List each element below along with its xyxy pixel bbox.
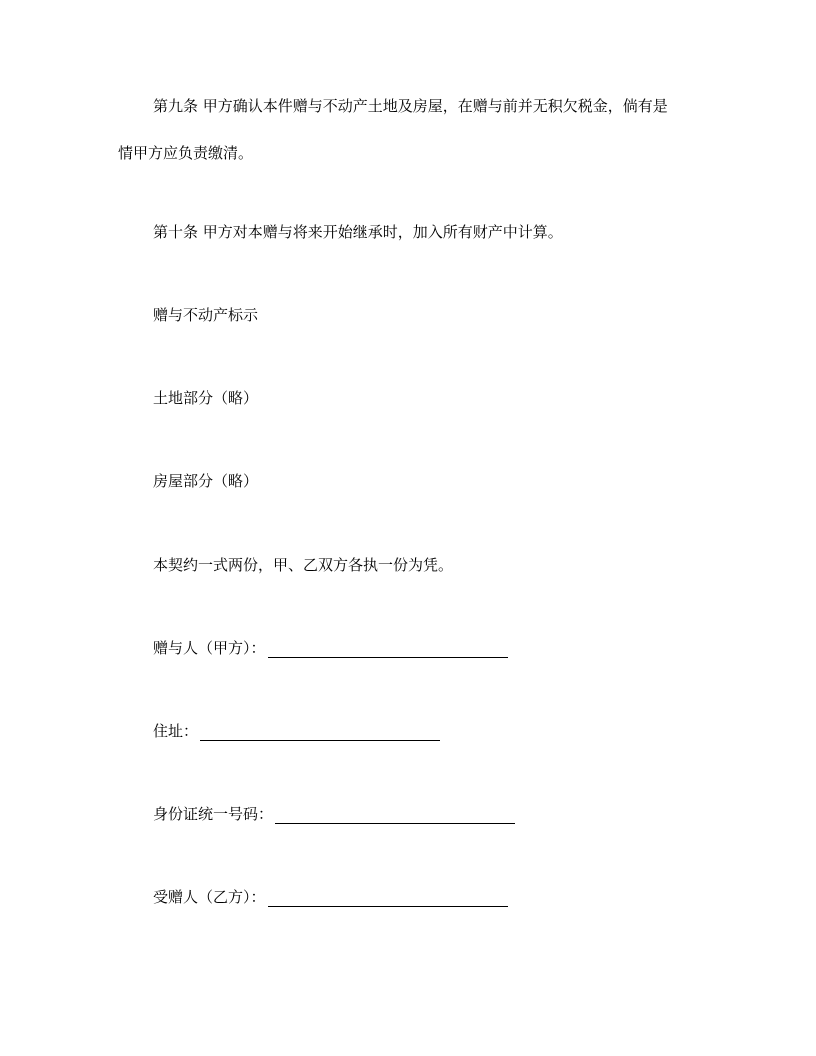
address-label: 住址： xyxy=(153,722,199,740)
property-heading: 赠与不动产标示 xyxy=(153,306,259,324)
donor-label: 赠与人（甲方）： xyxy=(153,639,266,657)
house-section: 房屋部分（略） xyxy=(153,472,259,490)
address-blank[interactable] xyxy=(200,726,440,741)
donee-signature-row xyxy=(153,887,508,907)
article-9-line-1: 第九条 甲方确认本件赠与不动产土地及房屋，在赠与前并无积欠税金，倘有是 xyxy=(153,97,668,115)
article-9-line-2: 情甲方应负责缴清。 xyxy=(118,144,254,162)
donor-signature-blank[interactable] xyxy=(268,643,508,658)
id-number-blank[interactable] xyxy=(275,809,515,824)
donee-label: 受赠人（乙方）： xyxy=(153,888,266,906)
land-section: 土地部分（略） xyxy=(153,389,259,407)
address-row xyxy=(153,721,440,741)
copies-note: 本契约一式两份，甲、乙双方各执一份为凭。 xyxy=(153,556,454,574)
id-number-row xyxy=(153,804,515,824)
donor-signature-row xyxy=(153,638,508,658)
article-10: 第十条 甲方对本赠与将来开始继承时，加入所有财产中计算。 xyxy=(153,223,563,241)
id-number-label: 身份证统一号码： xyxy=(153,805,274,823)
donee-signature-blank[interactable] xyxy=(268,892,508,907)
